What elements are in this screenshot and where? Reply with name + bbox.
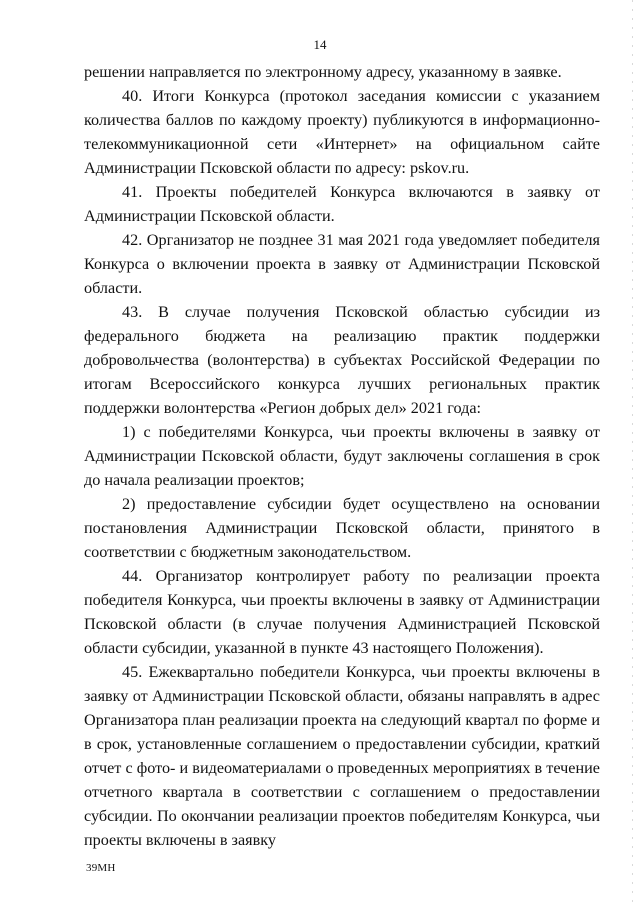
paragraph-item-44: 44. Организатор контролирует работу по реализации проекта победителя Конкурса, чьи проекты включены в заявку от Администрации Псковской области (в случае получения Администрацией Псковской области субсидии, указанной в пункте 43 настоящего Положения). — [84, 567, 600, 657]
scan-edge-mark — [632, 0, 633, 905]
document-body — [84, 60, 600, 852]
page-number: 14 — [313, 37, 327, 52]
paragraph-subitem-43-1: 1) с победителями Конкурса, чьи проекты включены в заявку от Администрации Псковской области, будут заключены соглашения в срок до начала реализации проектов; — [84, 423, 600, 489]
paragraph-continuation: решении направляется по электронному адресу, указанному в заявке. — [84, 63, 562, 81]
footer-document-code: 39МН — [86, 862, 116, 874]
paragraph-item-45: 45. Ежеквартально победители Конкурса, чьи проекты включены в заявку от Администрации Псковской области, обязаны направлять в адрес Организатора план реализации проекта на следующий квартал по форме и в срок, установленные соглашением о предоставлении субсидии, краткий отчет с фото- и видеоматериалами о проведенных мероприятиях в течение отчетного квартала в соответствии с соглашением о предоставлении субсидии. По окончании реализации проектов победителям Конкурса, чьи проекты включены в заявку — [84, 663, 600, 849]
paragraph-item-43: 43. В случае получения Псковской областью субсидии из федерального бюджета на реализацию практик поддержки добровольчества (волонтерства) в субъектах Российской Федерации по итогам Всероссийского конкурса лучших региональных практик поддержки волонтерства «Регион добрых дел» 2021 года: — [84, 303, 600, 417]
paragraph-item-42: 42. Организатор не позднее 31 мая 2021 года уведомляет победителя Конкурса о включении проекта в заявку от Администрации Псковской области. — [84, 231, 600, 297]
paragraph-item-40: 40. Итоги Конкурса (протокол заседания комиссии с указанием количества баллов по каждому проекту) публикуются в информационно-телекоммуникационной сети «Интернет» на официальном сайте Администрации Псковской области по адресу: pskov.ru. — [84, 87, 600, 177]
paragraph-subitem-43-2: 2) предоставление субсидии будет осуществлено на основании постановления Администрации Псковской области, принятого в соответствии с бюджетным законодательством. — [84, 495, 600, 561]
paragraph-item-41: 41. Проекты победителей Конкурса включаются в заявку от Администрации Псковской области. — [84, 183, 600, 225]
